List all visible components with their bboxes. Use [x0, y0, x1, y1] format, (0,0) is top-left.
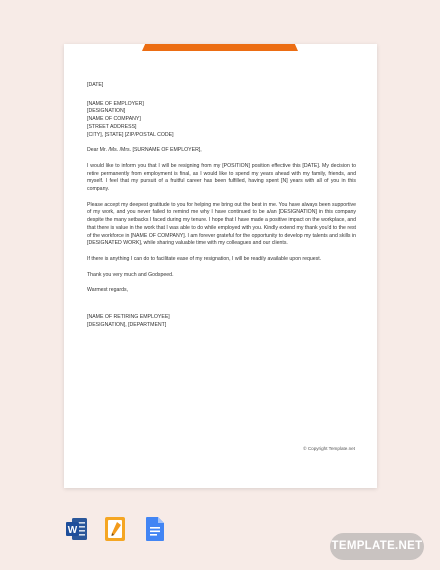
- closing: Warmest regards,: [87, 287, 129, 294]
- header-accent-bar: [142, 44, 298, 51]
- body-paragraph: Please accept my deepest gratitude to you for helping me bring out the best in me. You have always been supportive of my work, and you never failed to remind me why I have continued to be a/an [DESIGNATION] in this company despite the many setbacks I faced during my tenure. I hope that I have made a positive impact on the workplace, and that there is value in the work that I was able to do while employed with you. Kindly extend my thank you'd to the rest of the workforce in [NAME OF COMPANY]. I am forever grateful for the opportunity to develop my talents and skills in [DESIGNATED WORK], while sharing valuable time with my colleagues and our clients.: [87, 201, 356, 247]
- pages-icon[interactable]: [104, 516, 126, 542]
- letter-date: [DATE]: [87, 82, 104, 88]
- salutation: Dear Mr. /Ms. /Mrs. [SURNAME OF EMPLOYER],: [87, 147, 202, 154]
- body-paragraph: If there is anything I can do to facilitate ease of my resignation, I will be readily available upon request.: [87, 255, 322, 262]
- body-paragraph: I would like to inform you that I will be resigning from my [POSITION] position effective this [DATE]. My decision to retire permanently from employment is final, as I would like to spend my years ahead with my family, friends, and myself. I feel that my pursuit of a fruitful career has been fulfilled, having spent [N] years with all of you in this company.: [87, 162, 356, 193]
- template-net-badge[interactable]: [330, 533, 424, 560]
- recipient-line: [NAME OF COMPANY]: [87, 116, 141, 123]
- copyright-text: © Copyright Template.net: [303, 446, 355, 451]
- body-paragraph: Thank you very much and Godspeed.: [87, 271, 174, 278]
- document-preview: [64, 44, 377, 488]
- brand-text: TEMPLATE.NET: [331, 540, 423, 552]
- letter-body: [87, 82, 356, 329]
- recipient-line: [NAME OF EMPLOYER]: [87, 100, 144, 107]
- signature-line: [DESIGNATION], [DEPARTMENT]: [87, 321, 167, 328]
- google-docs-icon[interactable]: [144, 516, 166, 542]
- recipient-line: [STREET ADDRESS]: [87, 123, 137, 130]
- word-icon[interactable]: [66, 516, 88, 542]
- svg-text:W: W: [67, 524, 78, 536]
- recipient-line: [CITY], [STATE] [ZIP/POSTAL CODE]: [87, 131, 174, 138]
- signature-line: [NAME OF RETIRING EMPLOYEE]: [87, 314, 170, 321]
- recipient-line: [DESIGNATION]: [87, 108, 126, 115]
